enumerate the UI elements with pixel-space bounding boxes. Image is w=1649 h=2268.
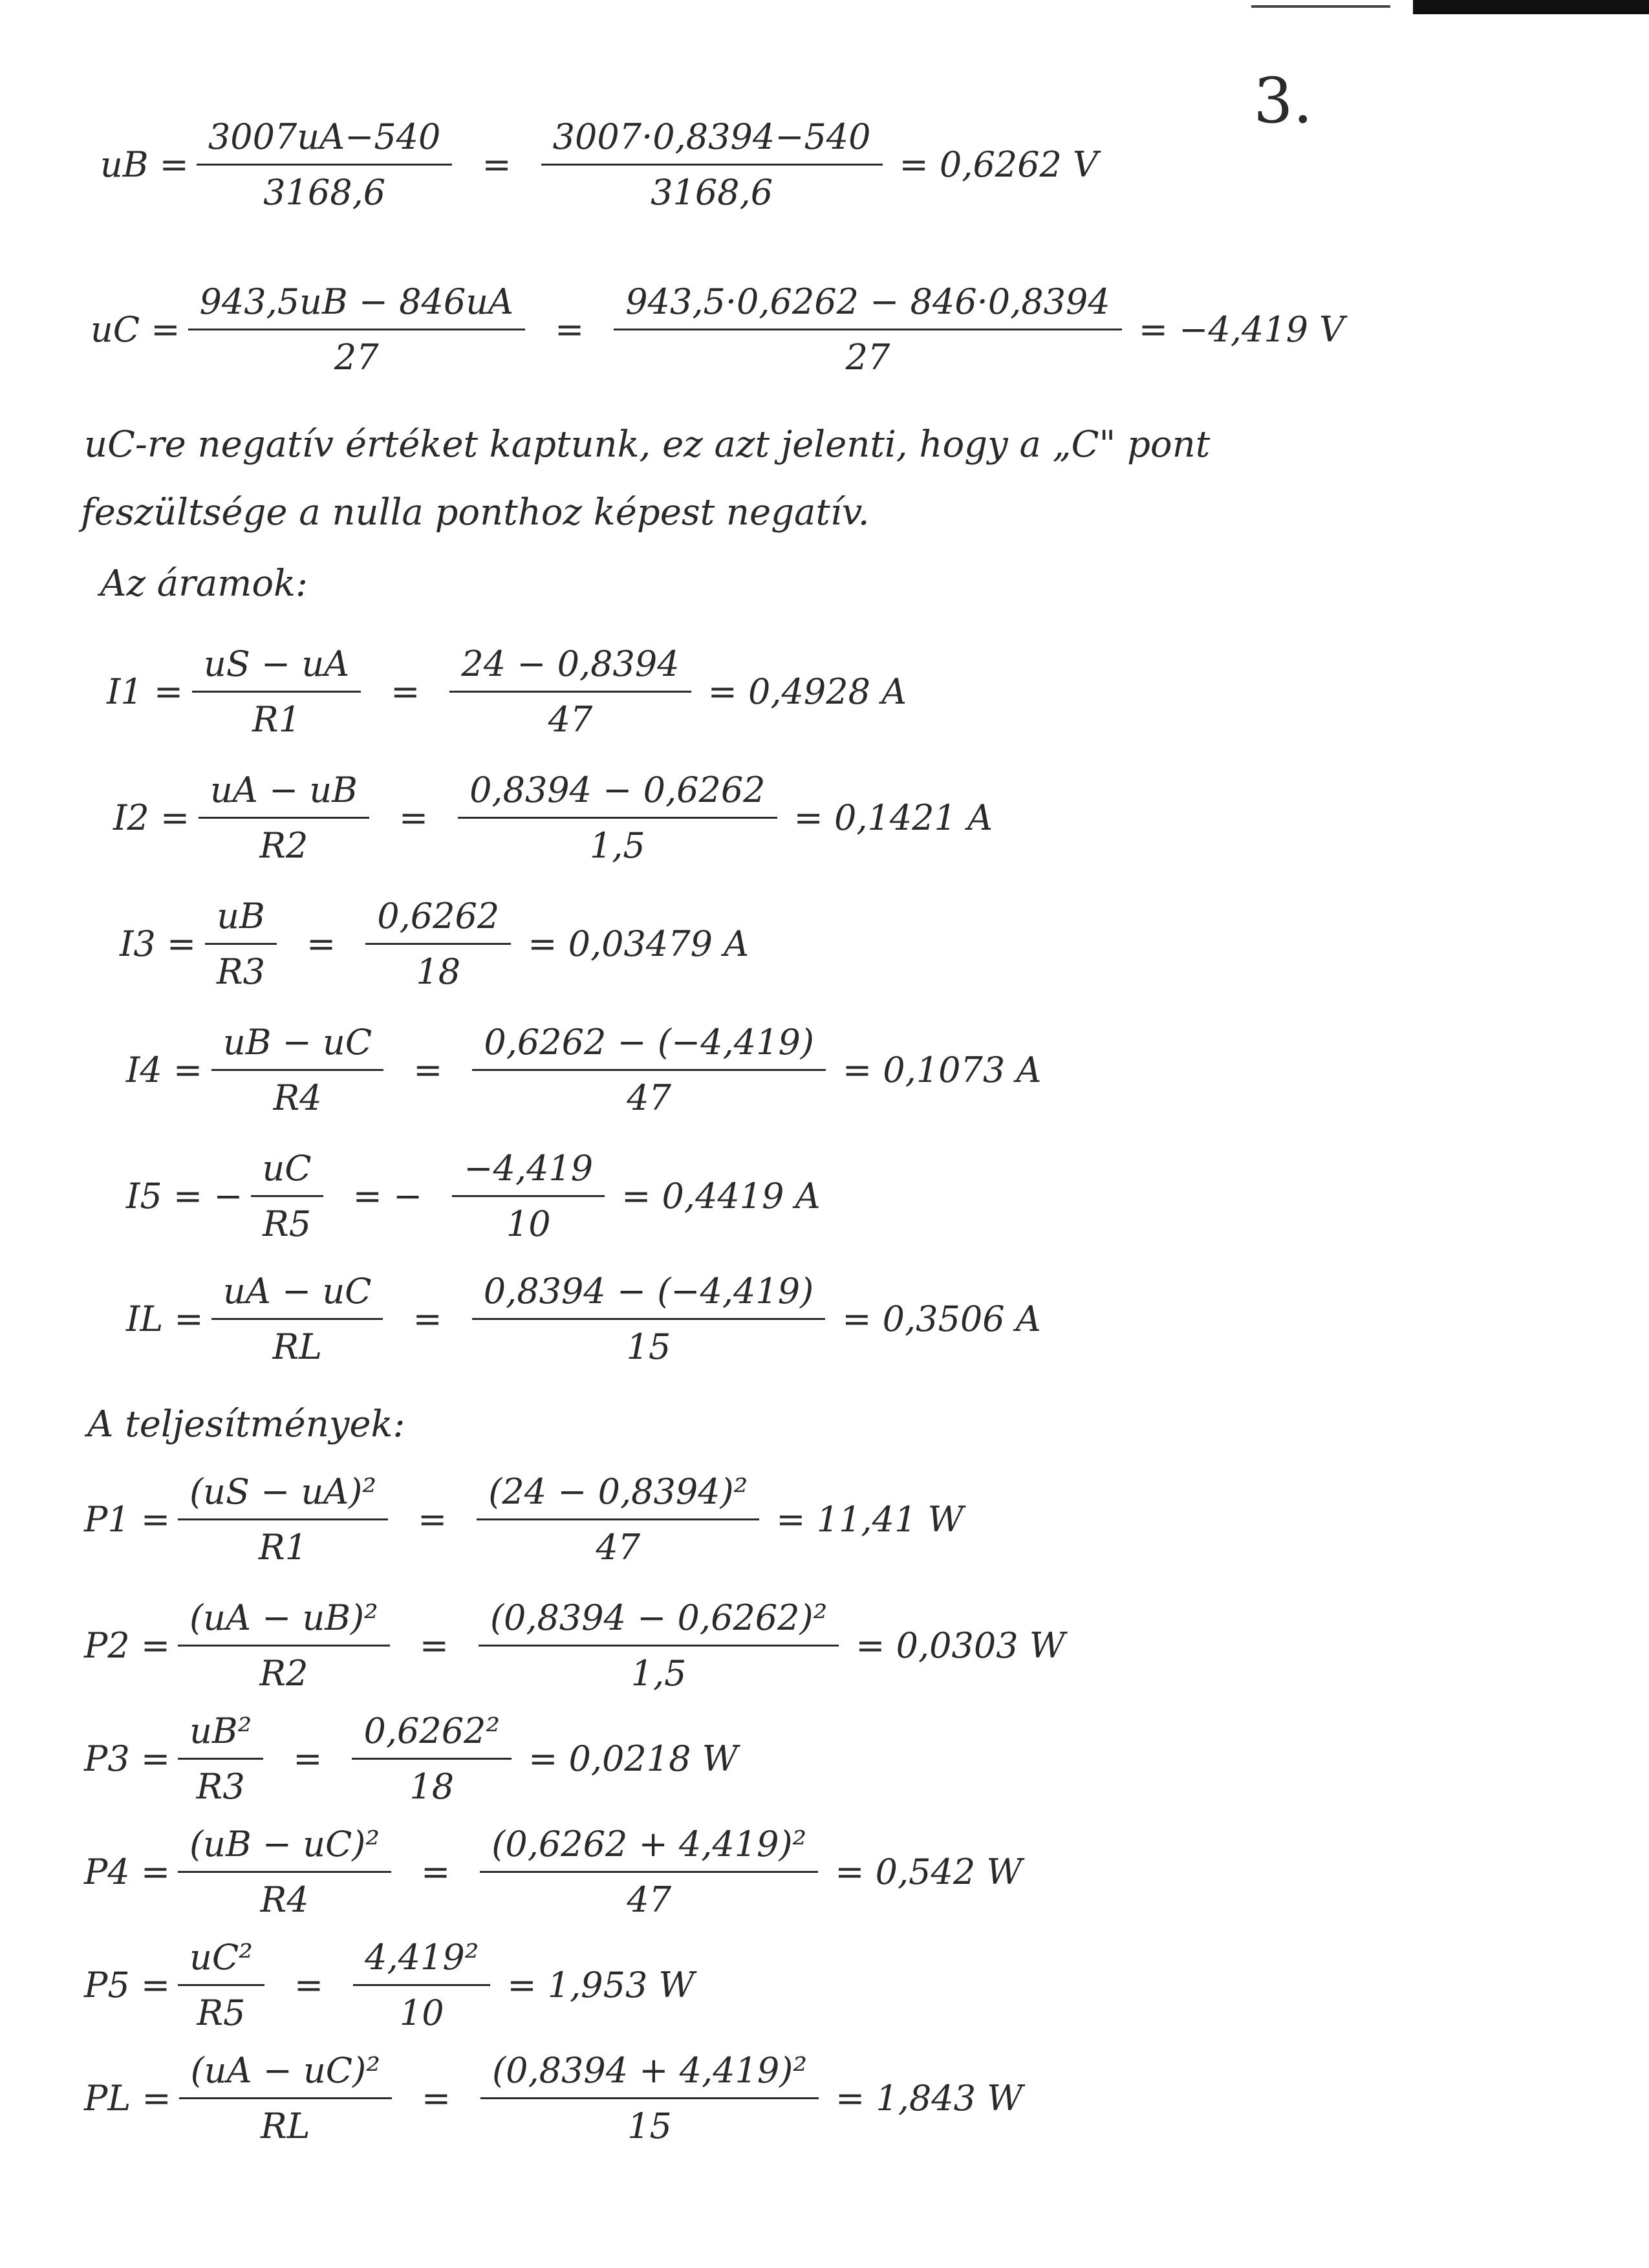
fraction-symbolic: $\frac{\text{uC²}}{R5}$ (178, 1937, 264, 2033)
fraction-symbolic: $\frac{\text{(uB − uC)²}}{R4}$ (178, 1824, 391, 1920)
eq-result: = 0,4928 A (707, 671, 907, 712)
equation-i4: I4 = $\frac{uB - uC}{R4}$ = $\frac{0,6262 - (-4,419)}{47}$ = 0,1073 A (126, 1022, 1042, 1118)
equation-p2: P2 = $\frac{\text{(uA − uB)²}}{R2}$ = $\frac{\text{(0,8394 − 0,6262)²}}{1,5}$ = 0,0303 W (84, 1597, 1066, 1694)
fraction-numeric: $\frac{\text{(0,8394 + 4,419)²}}{15}$ (480, 2050, 819, 2146)
fraction-numeric: $\frac{0,6262}{18}$ (365, 896, 511, 992)
eq-lhs: uB = (100, 144, 189, 185)
eq-result: = 0,3506 A (842, 1299, 1041, 1339)
fraction-symbolic: $\frac{uA - uC}{RL}$ (211, 1271, 383, 1367)
fraction-symbolic: $\frac{3007uA-540}{3168,6}$ (197, 116, 453, 213)
fraction-symbolic: $\frac{uB - uC}{R4}$ (211, 1022, 383, 1118)
fraction-symbolic: $\frac{uC}{R5}$ (251, 1148, 323, 1244)
eq-result: = 0,03479 A (528, 923, 749, 964)
equation-p1: P1 = $\frac{\text{(uS − uA)²}}{R1}$ = $\frac{\text{(24 − 0,8394)²}}{47}$ = 11,41 W (84, 1471, 964, 1568)
fraction-numeric: $\frac{-4,419}{10}$ (452, 1148, 605, 1244)
eq-result: = 0,6262 V (899, 144, 1099, 185)
eq-result: = 1,953 W (507, 1965, 695, 2005)
fraction-symbolic: $\frac{\text{(uA − uC)²}}{RL}$ (179, 2050, 392, 2146)
fraction-numeric: $\frac{\text{(24 − 0,8394)²}}{47}$ (477, 1471, 759, 1568)
fraction-numeric: $\frac{\text{(0,6262 + 4,419)²}}{47}$ (480, 1824, 818, 1920)
eq-result: = −4,419 V (1138, 309, 1345, 350)
fraction-symbolic: $\frac{\text{(uS − uA)²}}{R1}$ (178, 1471, 388, 1568)
fraction-numeric: $\frac{\text{0,6262²}}{18}$ (352, 1711, 512, 1807)
eq-lhs: uC = (91, 309, 180, 350)
equation-il: IL = $\frac{uA - uC}{RL}$ = $\frac{0,8394 - (-4,419)}{15}$ = 0,3506 A (126, 1271, 1041, 1367)
equation-ub (100, 116, 1098, 213)
fraction-symbolic: $\frac{uA - uB}{R2}$ (199, 770, 369, 866)
fraction-symbolic: $\frac{\text{uB²}}{R3}$ (178, 1711, 263, 1807)
equation-i3: I3 = $\frac{uB}{R3}$ = $\frac{0,6262}{18}$ = 0,03479 A (120, 896, 749, 992)
equation-pl: PL = $\frac{\text{(uA − uC)²}}{RL}$ = $\frac{\text{(0,8394 + 4,419)²}}{15}$ = 1,843 W (84, 2050, 1023, 2146)
page-number: 3. (1253, 65, 1313, 137)
eq-result: = 1,843 W (835, 2078, 1023, 2119)
fraction-numeric: $\frac{0,6262 - (-4,419)}{47}$ (472, 1022, 826, 1118)
fraction-numeric: $\frac{0,8394 - (-4,419)}{15}$ (472, 1271, 826, 1367)
eq-result: = 0,1421 A (793, 797, 993, 838)
equals-sign: = (482, 144, 512, 185)
fraction-numeric: $\frac{3007\cdot 0,8394-540}{3168,6}$ (541, 116, 883, 213)
scan-edge-line (1413, 0, 1649, 14)
note-line-2: feszültsége a nulla ponthoz képest negatív. (81, 491, 870, 534)
fraction-symbolic: $\frac{uB}{R3}$ (205, 896, 277, 992)
eq-result: = 11,41 W (776, 1499, 964, 1540)
equals-sign: = (555, 309, 585, 350)
fraction-numeric: $\frac{24 - 0,8394}{47}$ (449, 643, 691, 740)
powers-heading: A teljesítmények: (87, 1403, 405, 1445)
fraction-numeric: $\frac{\text{4,419²}}{10}$ (353, 1937, 490, 2033)
equation-i1: I1 = $\frac{uS - uA}{R1}$ = $\frac{24 - 0,8394}{47}$ = 0,4928 A (107, 643, 907, 740)
note-line-1: uC-re negatív értéket kaptunk, ez azt jelenti, hogy a „C" pont (84, 424, 1211, 466)
eq-result: = 0,0218 W (528, 1738, 738, 1779)
scan-edge-line-thin (1251, 5, 1390, 8)
fraction-numeric: $\frac{\text{(0,8394 − 0,6262)²}}{1,5}$ (479, 1597, 839, 1694)
eq-result: = 0,542 W (835, 1852, 1022, 1892)
equation-p3: P3 = $\frac{\text{uB²}}{R3}$ = $\frac{\text{0,6262²}}{18}$ = 0,0218 W (84, 1711, 738, 1807)
fraction-numeric: $\frac{943,5\cdot 0,6262 - 846\cdot 0,8394}{27}$ (614, 281, 1121, 378)
eq-result: = 0,0303 W (856, 1625, 1066, 1666)
fraction-numeric: $\frac{0,8394 - 0,6262}{1,5}$ (458, 770, 777, 866)
equation-i2: I2 = $\frac{uA - uB}{R2}$ = $\frac{0,8394 - 0,6262}{1,5}$ = 0,1421 A (113, 770, 993, 866)
equation-p4: P4 = $\frac{\text{(uB − uC)²}}{R4}$ = $\frac{\text{(0,6262 + 4,419)²}}{47}$ = 0,542 W (84, 1824, 1022, 1920)
equation-uc (91, 281, 1344, 378)
currents-heading: Az áramok: (100, 563, 308, 605)
equation-p5: P5 = $\frac{\text{uC²}}{R5}$ = $\frac{\text{4,419²}}{10}$ = 1,953 W (84, 1937, 695, 2033)
fraction-symbolic: $\frac{\text{(uA − uB)²}}{R2}$ (178, 1597, 390, 1694)
fraction-symbolic: $\frac{uS - uA}{R1}$ (192, 643, 361, 740)
eq-result: = 0,1073 A (842, 1050, 1042, 1090)
fraction-symbolic: $\frac{943,5uB - 846uA}{27}$ (188, 281, 525, 378)
equation-i5: I5 = − $\frac{uC}{R5}$ = − $\frac{-4,419}{10}$ = 0,4419 A (126, 1148, 821, 1244)
eq-result: = 0,4419 A (621, 1176, 821, 1216)
